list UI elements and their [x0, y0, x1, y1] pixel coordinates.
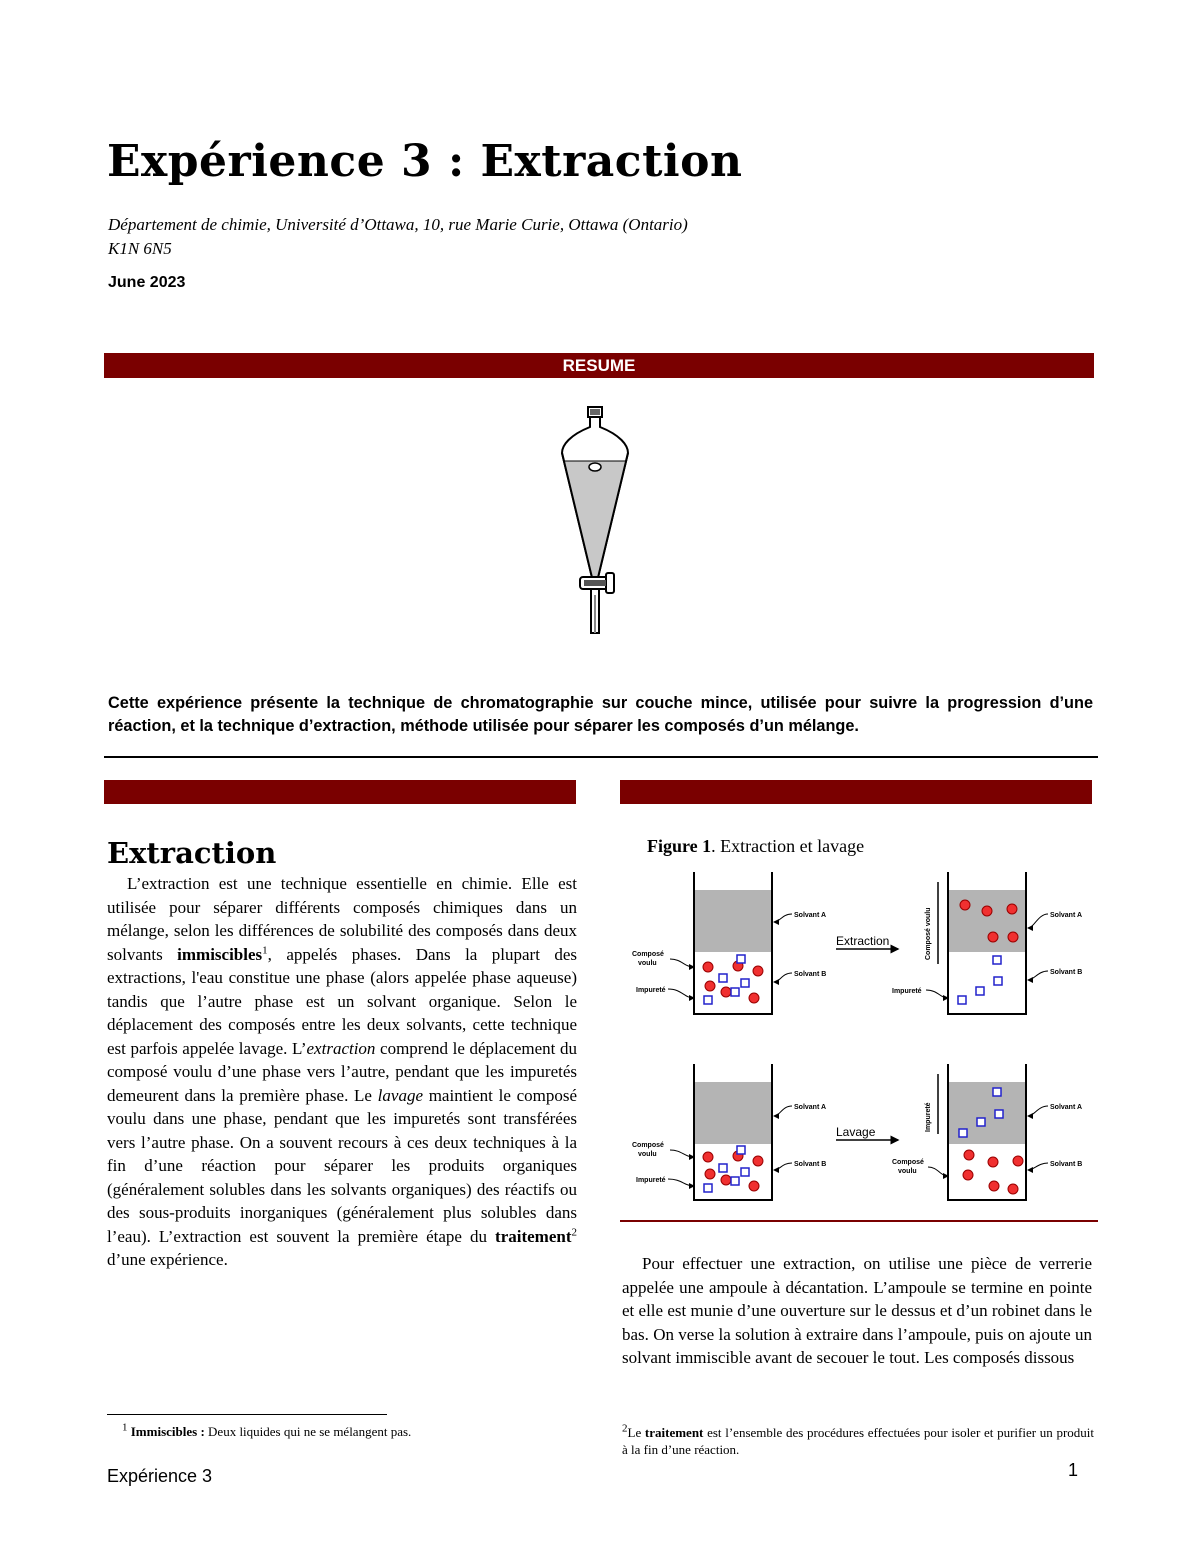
label-wash-arrow: Lavage	[836, 1125, 876, 1139]
label-solvent-a-2: Solvant A	[1050, 912, 1083, 919]
label-impurity-2: Impureté	[892, 988, 922, 995]
abstract: Cette expérience présente la technique de chromatographie sur couche mince, utilisée pour suivre la progression d’une réaction, et la technique d’extraction, méthode utilisée pour séparer les composés d’un mélange.	[108, 694, 1093, 735]
term-lavage: lavage	[377, 1085, 423, 1105]
beaker-1	[694, 872, 772, 1014]
footer-label: Expérience 3	[107, 1466, 213, 1486]
right-column-banner	[620, 780, 1092, 804]
label-solvent-a-3: Solvant A	[794, 1104, 827, 1111]
left-paragraph: L’extraction est une technique essentielle en chimie. Elle est utilisée pour séparer différents composés chimiques dans un mélange, selon les différences de solubilité des composés dans deux solvants immiscibles$^1$, appelés phases. Dans la plupart des extractions, l'eau constitue une phase (alors appelée phase aqueuse) tandis que l’autre phase est un solvant organique. Selon le déplacement des composés entre les deux solvants, cette technique est parfois appelée lavage. L’extraction comprend le déplacement du composé voulu d’une phase vers l’autre, pendant que les impuretés demeurent dans la première phase. Le lavage maintient le composé voulu dans une phase, pendant que les impuretés sont transférées vers l’autre phase. On a souvent recours à ces deux techniques à la fin d’une réaction pour séparer les produits organiques (généralement solubles dans les solvants organiques) des réactifs ou des sous-produits inorganiques (généralement plus solubles dans l’eau). L’extraction est souvent la première étape du traitement$^2$ d’une expérience.	[107, 874, 578, 1269]
section-heading-extraction: Extraction	[107, 836, 277, 870]
label-desired-3b: voulu	[638, 1151, 657, 1158]
label-solvent-b-3: Solvant B	[794, 1161, 827, 1168]
footnote-ref-1[interactable]: 1	[262, 943, 268, 956]
label-desired-1b: voulu	[638, 960, 657, 967]
label-solvent-b-2: Solvant B	[1050, 969, 1083, 976]
beaker-3	[694, 1064, 772, 1200]
extraction-wash-figure	[622, 864, 1092, 1209]
label-solvent-a-4: Solvant A	[1050, 1104, 1083, 1111]
page-number: 1	[1068, 1460, 1079, 1480]
section-divider	[104, 756, 1098, 758]
label-desired-4b: voulu	[898, 1168, 917, 1175]
label-side-impurity: Impureté	[925, 1102, 932, 1132]
term-traitement: traitement	[495, 1226, 572, 1246]
affiliation-line-1: Département de chimie, Université d’Ottawa, 10, rue Marie Curie, Ottawa (Ontario)	[108, 215, 688, 234]
left-body-text	[107, 872, 577, 1272]
footnote-2: $^2$Le traitement est l’ensemble des procédures effectuées pour isoler et purifier un produit à la fin d’une réaction.	[622, 1422, 1094, 1457]
term-extraction: extraction	[306, 1038, 376, 1058]
label-solvent-b-4: Solvant B	[1050, 1161, 1083, 1168]
beaker-4	[948, 1064, 1026, 1200]
footnote-ref-2[interactable]: 2	[571, 1225, 577, 1238]
label-solvent-a-1: Solvant A	[794, 912, 827, 919]
page-title: Expérience 3 : Extraction	[107, 136, 743, 187]
term-immiscibles: immiscibles	[177, 944, 263, 964]
right-paragraph: Pour effectuer une extraction, on utilise une pièce de verrerie appelée une ampoule à décantation. L’ampoule se termine en pointe et elle est munie d’une ouverture sur le dessus et d’un robinet dans le bas. On verse la solution à extraire dans l’ampoule, puis on ajoute un solvant immiscible avant de secouer le tout. Les composés dissous	[622, 1254, 1092, 1367]
figure-caption: Figure 1. Extraction et lavage	[647, 836, 865, 856]
beaker-2	[948, 872, 1026, 1014]
label-desired-4a: Composé	[892, 1159, 924, 1166]
footnote-separator	[107, 1414, 387, 1415]
resume-banner: RESUME	[104, 353, 1094, 378]
affiliation-line-2: K1N 6N5	[108, 239, 172, 258]
label-side-desired: Composé voulu	[925, 907, 932, 960]
label-impurity-3: Impureté	[636, 1177, 666, 1184]
label-solvent-b-1: Solvant B	[794, 971, 827, 978]
figure-divider	[620, 1220, 1098, 1222]
right-body-text	[622, 1252, 1092, 1370]
label-impurity-1: Impureté	[636, 987, 666, 994]
separatory-funnel-illustration	[540, 405, 650, 640]
label-desired-1a: Composé	[632, 951, 664, 958]
left-column-banner	[104, 780, 576, 804]
footnote-1: $^1$ Immiscibles : Deux liquides qui ne se mélangent pas.	[122, 1421, 412, 1439]
label-extraction-arrow: Extraction	[836, 934, 890, 948]
publication-date: June 2023	[108, 274, 186, 291]
label-desired-3a: Composé	[632, 1142, 664, 1149]
affiliation	[108, 213, 828, 261]
